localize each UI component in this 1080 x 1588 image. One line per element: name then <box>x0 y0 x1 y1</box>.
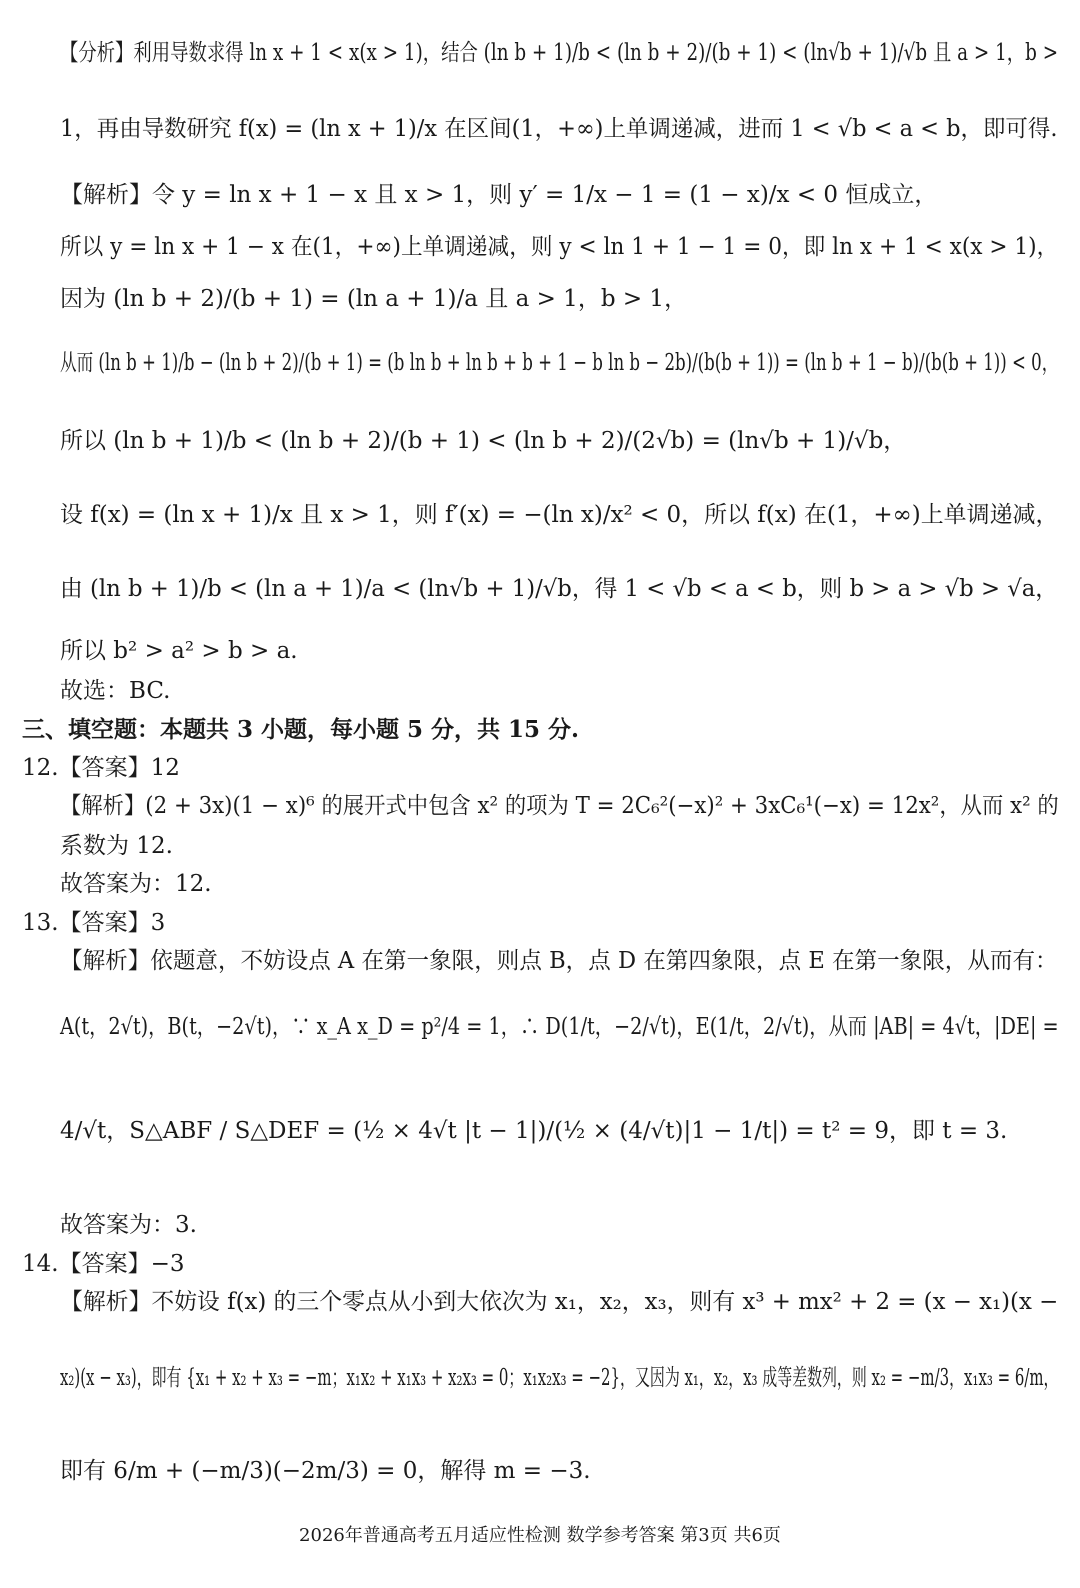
text-line: A(t，2√t)，B(t，−2√t)，∵ x_A x_D = p²/4 = 1，∴ D(1/t，−2/√t)，E(1/t，2/√t)，从而 |AB| = 4√t，|DE| = <box>60 1014 1059 1040</box>
text-line: 13.【答案】3 <box>22 910 166 936</box>
text-line: 14.【答案】−3 <box>22 1251 185 1277</box>
text-line: 从而 (ln b + 1)/b − (ln b + 2)/(b + 1) = (b ln b + ln b + b + 1 − b ln b − 2b)/(b(b + 1)) = (ln b + 1 − b)/(b(b + 1)) < 0， <box>60 350 1059 376</box>
text-line: 【解析】(2 + 3x)(1 − x)⁶ 的展开式中包含 x² 的项为 T = 2C₆²(−x)² + 3xC₆¹(−x) = 12x²，从而 x² 的 <box>60 793 1059 819</box>
text-line: x₂)(x − x₃)，即有 {x₁ + x₂ + x₃ = −m；x₁x₂ + x₁x₃ + x₂x₃ = 0；x₁x₂x₃ = −2}，又因为 x₁，x₂，x₃ 成等差数列，则 x₂ = −m/3，x₁x₃ = 6/m， <box>60 1365 1059 1391</box>
text-line: 因为 (ln b + 2)/(b + 1) = (ln a + 1)/a 且 a > 1，b > 1， <box>60 286 688 312</box>
text-line: 【解析】令 y = ln x + 1 − x 且 x > 1，则 y′ = 1/x − 1 = (1 − x)/x < 0 恒成立， <box>60 182 938 208</box>
text-line: 设 f(x) = (ln x + 1)/x 且 x > 1，则 f′(x) = −(ln x)/x² < 0，所以 f(x) 在(1，+∞)上单调递减， <box>60 502 1059 528</box>
page-footer: 2026年普通高考五月适应性检测 数学参考答案 第3页 共6页 <box>299 1525 781 1546</box>
text-line: 4/√t，S△ABF / S△DEF = (½ × 4√t |t − 1|)/(½ × (4/√t)|1 − 1/t|) = t² = 9，即 t = 3. <box>60 1118 1008 1144</box>
text-line: 1，再由导数研究 f(x) = (ln x + 1)/x 在区间(1，+∞)上单调递减，进而 1 < √b < a < b，即可得. <box>60 116 1058 142</box>
text-line: 系数为 12. <box>60 833 173 859</box>
text-line: 故选：BC. <box>60 678 171 704</box>
text-line: 12.【答案】12 <box>22 755 180 781</box>
text-line: 即有 6/m + (−m/3)(−2m/3) = 0，解得 m = −3. <box>60 1458 591 1484</box>
text-line: 所以 y = ln x + 1 − x 在(1，+∞)上单调递减，则 y < ln 1 + 1 − 1 = 0，即 ln x + 1 < x(x > 1)， <box>60 234 1059 260</box>
text-line: 【解析】不妨设 f(x) 的三个零点从小到大依次为 x₁，x₂，x₃，则有 x³ + mx² + 2 = (x − x₁)(x − <box>60 1289 1059 1315</box>
text-line: 所以 (ln b + 1)/b < (ln b + 2)/(b + 1) < (ln b + 2)/(2√b) = (ln√b + 1)/√b， <box>60 428 907 454</box>
text-line: 【分析】利用导数求得 ln x + 1 < x(x > 1)，结合 (ln b + 1)/b < (ln b + 2)/(b + 1) < (ln√b + 1)/√b 且 a > 1，b > <box>60 40 1059 66</box>
text-line: 由 (ln b + 1)/b < (ln a + 1)/a < (ln√b + 1)/√b，得 1 < √b < a < b，则 b > a > √b > √a， <box>60 576 1059 602</box>
text-line: 【解析】依题意，不妨设点 A 在第一象限，则点 B，点 D 在第四象限，点 E 在第一象限，从而有： <box>60 948 1058 974</box>
text-line: 所以 b² > a² > b > a. <box>60 638 298 664</box>
text-line: 故答案为：12. <box>60 871 212 897</box>
text-line: 三、填空题：本题共 3 小题，每小题 5 分，共 15 分. <box>22 716 580 743</box>
text-line: 故答案为：3. <box>60 1212 197 1238</box>
